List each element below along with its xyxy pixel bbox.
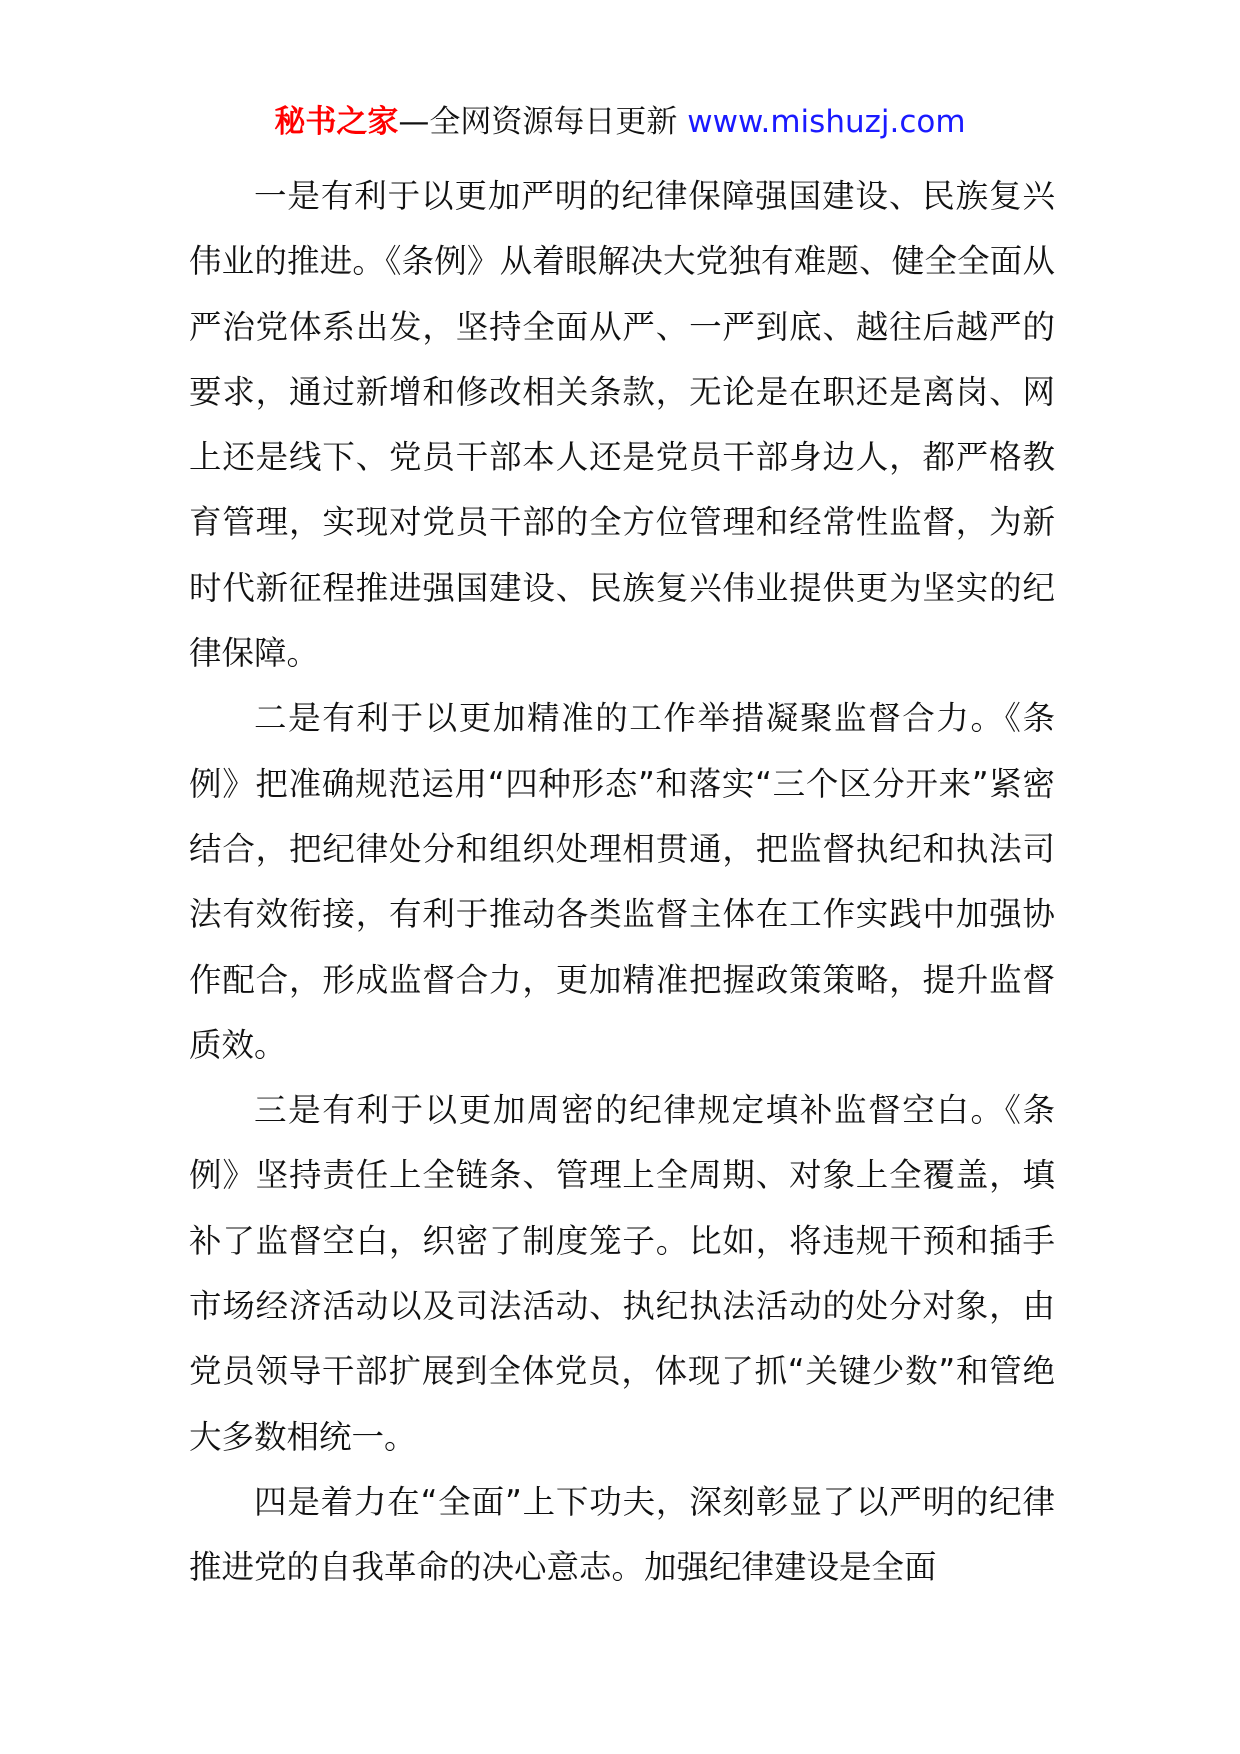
header-slogan: —全网资源每日更新 — [398, 104, 688, 140]
paragraph-4: 四是着力在“全面”上下功夫，深刻彰显了以严明的纪律推进党的自我革命的决心意志。加强纪律建设是全面 — [189, 1482, 1055, 1587]
brand-name: 秘书之家 — [274, 104, 399, 140]
website-url[interactable]: www.mishuzj.com — [687, 104, 966, 140]
paragraph-3: 三是有利于以更加周密的纪律规定填补监督空白。《条例》坚持责任上全链条、管理上全周期、对象上全覆盖，填补了监督空白，织密了制度笼子。比如，将违规干预和插手市场经济活动以及司法活动、执纪执法活动的处分对象，由党员领导干部扩展到全体党员，体现了抓“关键少数”和管绝大多数相统一。 — [189, 1091, 1055, 1456]
paragraph-2: 二是有利于以更加精准的工作举措凝聚监督合力。《条例》把准确规范运用“四种形态”和落实“三个区分开来”紧密结合，把纪律处分和组织处理相贯通，把监督执纪和执法司法有效衔接，有利于推动各类监督主体在工作实践中加强协作配合，形成监督合力，更加精准把握政策策略，提升监督质效。 — [189, 699, 1055, 1064]
document-body — [189, 164, 1055, 1601]
page-header — [0, 100, 1240, 144]
paragraph-1: 一是有利于以更加严明的纪律保障强国建设、民族复兴伟业的推进。《条例》从着眼解决大党独有难题、健全全面从严治党体系出发，坚持全面从严、一严到底、越往后越严的要求，通过新增和修改相关条款，无论是在职还是离岗、网上还是线下、党员干部本人还是党员干部身边人，都严格教育管理，实现对党员干部的全方位管理和经常性监督，为新时代新征程推进强国建设、民族复兴伟业提供更为坚实的纪律保障。 — [189, 177, 1055, 673]
